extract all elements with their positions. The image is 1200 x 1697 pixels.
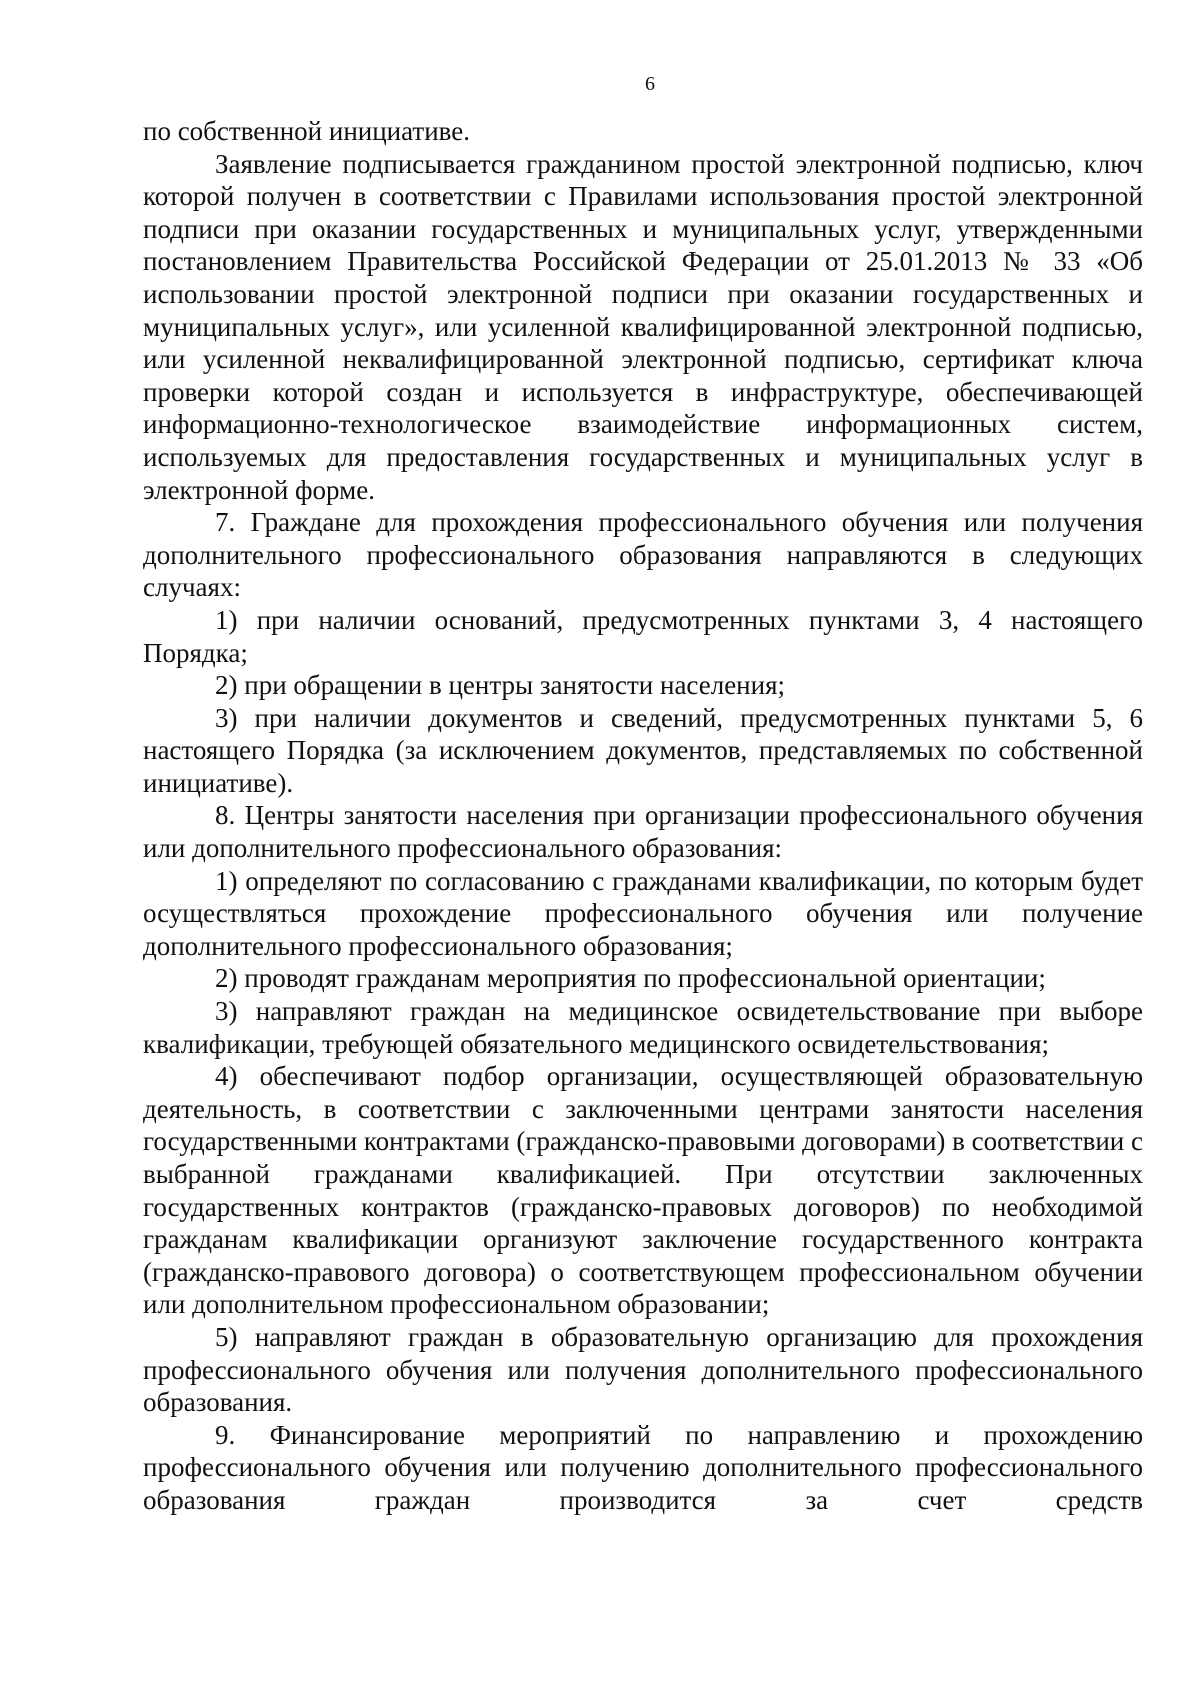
paragraph: 9. Финансирование мероприятий по направлению и прохождению профессионального обучения или получению дополнительного профессионального образования граждан производится за счет средств xyxy=(143,1419,1143,1515)
paragraph: 3) направляют граждан на медицинское освидетельствование при выборе квалификации, требующей обязательного медицинского освидетельствования; xyxy=(143,996,1143,1059)
paragraph: 1) при наличии оснований, предусмотренных пунктами 3, 4 настоящего Порядка; xyxy=(143,604,1143,668)
paragraph: по собственной инициативе. xyxy=(143,116,470,146)
paragraph: 8. Центры занятости населения при организации профессионального обучения или дополнительного профессионального образования: xyxy=(143,800,1143,864)
page-number: 6 xyxy=(645,73,655,95)
paragraph: 2) при обращении в центры занятости населения; xyxy=(215,670,786,701)
paragraph: 1) определяют по согласованию с гражданами квалификации, по которым будет осуществляться прохождение профессионального обучения или получение дополнительного профессионального образования; xyxy=(143,865,1143,961)
paragraph: 3) при наличии документов и сведений, предусмотренных пунктами 5, 6 настоящего Порядка (за исключением документов, представляемых по собственной инициативе). xyxy=(143,702,1143,798)
paragraph: 5) направляют граждан в образовательную организацию для прохождения профессионального обучения или получения дополнительного профессионального образования. xyxy=(143,1321,1143,1418)
paragraph: 4) обеспечивают подбор организации, осуществляющей образовательную деятельность, в соответствии с заключенными центрами занятости населения государственными контрактами (гражданско-правовыми договорами) в соответствии с выбранной гражданами квалификацией. При отсутствии заключенных государственных контрактов (гражданско-правовых договоров) по необходимой гражданам квалификации организуют заключение государственного контракта (гражданско-правового договора) о соответствующем профессиональном обучении или дополнительном профессиональном образовании; xyxy=(143,1061,1143,1320)
paragraph: Заявление подписывается гражданином простой электронной подписью, ключ которой получен в соответствии с Правилами использования простой электронной подписи при оказании государственных и муниципальных услуг, утвержденными постановлением Правительства Российской Федерации от 25.01.2013 № 33 «Об использовании простой электронной подписи при оказании государственных и муниципальных услуг», или усиленной квалифицированной электронной подписью, или усиленной неквалифицированной электронной подписью, сертификат ключа проверки которой создан и используется в инфраструктуре, обеспечивающей информационно-технологическое взаимодействие информационных систем, используемых для предоставления государственных и муниципальных услуг в электронной форме. xyxy=(143,148,1143,505)
paragraph: 2) проводят гражданам мероприятия по профессиональной ориентации; xyxy=(215,963,1046,994)
paragraph: 7. Граждане для прохождения профессионального обучения или получения дополнительного профессионального образования направляются в следующих случаях: xyxy=(143,507,1143,603)
document-body xyxy=(143,115,1143,1517)
